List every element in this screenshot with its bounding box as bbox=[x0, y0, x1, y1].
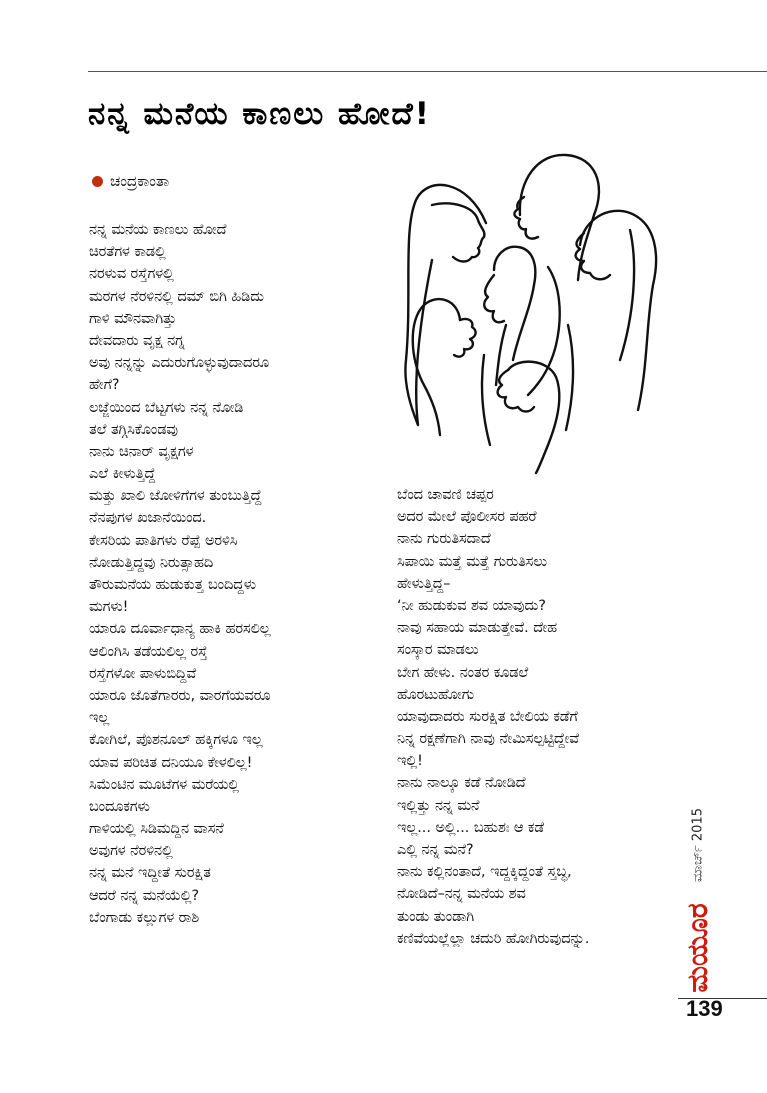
poem-line: ಹೊರಟುಹೋಗು bbox=[397, 686, 475, 703]
magazine-name: ಮಯೂರ bbox=[681, 903, 714, 993]
poem-line: ಹೇಗೆ? bbox=[89, 377, 120, 394]
poem-line: ಬೇಗ ಹೇಳು. ನಂತರ ಕೂಡಲೆ bbox=[397, 664, 529, 681]
poem-right-column bbox=[397, 484, 589, 950]
face-outline-6 bbox=[508, 362, 559, 473]
page-number: 139 bbox=[686, 996, 723, 1021]
poem-line: ನಾನು ಗುರುತಿಸದಾದೆ bbox=[397, 531, 491, 548]
face-outline-2 bbox=[520, 155, 599, 280]
face-outline-1 bbox=[405, 185, 486, 425]
poem-line: ಲಜ್ಜೆಯಿಂದ ಬೆಟ್ಟಗಳು ನನ್ನ ನೋಡಿ bbox=[89, 399, 244, 416]
poem-line: ತಲೆ ತಗ್ಗಿಸಿಕೊಂಡವು bbox=[89, 421, 178, 438]
poem-line: ಸಿಮೆಂಟಿನ ಮೂಟೆಗಳ ಮರೆಯಲ್ಲಿ bbox=[89, 776, 240, 793]
poem-line: ಎಲೆ ಕೀಳುತ್ತಿದ್ದೆ bbox=[89, 466, 156, 483]
face-profile-2 bbox=[514, 197, 538, 239]
poem-line: ಸಂಸ್ಕಾರ ಮಾಡಲು bbox=[397, 642, 479, 659]
poem-line: ನಿನ್ನ ರಕ್ಷಣೆಗಾಗಿ ನಾವು ನೇಮಿಸಲ್ಪಟ್ಟಿದ್ದೇವೆ bbox=[397, 731, 580, 748]
poem-line: ಯಾವುದಾದರು ಸುರಕ್ಷಿತ ಬೇಲಿಯ ಕಡೆಗೆ bbox=[397, 708, 578, 725]
poem-line: ಯಾರೂ ಜೊತೆಗಾರರು, ವಾರಗೆಯವರೂ bbox=[89, 687, 271, 704]
poem-line: ಆದರೆ ನನ್ನ ಮನೆಯೆಲ್ಲಿ? bbox=[89, 887, 200, 904]
poem-line: ಇಲ್ಲ... ಅಲ್ಲಿ... ಬಹುಶಃ ಆ ಕಡೆ bbox=[397, 819, 545, 836]
poem-line: ರಸ್ತೆಗಳೋ ಪಾಳುಬಿದ್ದಿವೆ bbox=[89, 665, 197, 682]
poem-line: ಅವುಗಳ ನೆರಳಿನಲ್ಲಿ bbox=[89, 843, 173, 860]
poem-line: ನಾನು ಚಿನಾರ್ ವೃಕ್ಷಗಳ bbox=[89, 443, 194, 460]
poem-line: ತೌರುಮನೆಯ ಹುಡುಕುತ್ತ ಬಂದಿದ್ದಳು bbox=[89, 577, 257, 593]
poem-line: ಕೋಗಿಲೆ, ಪೊಶನೂಲ್ ಹಕ್ಕಿಗಳೂ ಇಲ್ಲ bbox=[89, 732, 263, 749]
poem-line: ಎಲ್ಲಿ ನನ್ನ ಮನೆ? bbox=[397, 842, 474, 858]
poem-line: ಗಾಳಿಯಲ್ಲಿ ಸಿಡಿಮದ್ದಿನ ವಾಸನೆ bbox=[89, 821, 224, 838]
poem-line: ಮಗಳು! bbox=[89, 599, 129, 616]
face-profile-6 bbox=[498, 370, 534, 412]
poem-line: ಬೆಂದ ಚಾವಣಿ ಚಪ್ಪರ bbox=[397, 487, 494, 503]
poem-left-column bbox=[89, 219, 271, 929]
poem-line: ನನ್ನ ಮನೆ ಇದ್ದೀತೆ ಸುರಕ್ಷಿತ bbox=[89, 865, 211, 882]
poem-line: ನರಳುವ ರಸ್ತೆಗಳಲ್ಲಿ bbox=[89, 266, 174, 283]
poem-line: ಮರಗಳ ನೆರಳಿನಲ್ಲಿ ದಮ್ ಬಿಗಿ ಹಿಡಿದು bbox=[89, 288, 264, 305]
hair-strand-6 bbox=[482, 355, 490, 445]
face-outline-5 bbox=[413, 299, 460, 435]
author-name: ಚಂದ್ರಕಾಂತಾ bbox=[110, 172, 170, 190]
poem-line: ನೋಡಿದೆ–ನನ್ನ ಮನೆಯ ಶವ bbox=[397, 886, 526, 903]
poem-line: ನಾವು ಸಹಾಯ ಮಾಡುತ್ತೇವೆ. ದೇಹ bbox=[397, 620, 558, 637]
poem-line: ಆಲಿಂಗಿಸಿ ತಡೆಯಲಿಲ್ಲ ರಸ್ತೆ bbox=[89, 643, 208, 660]
face-outline-3 bbox=[580, 211, 656, 410]
poem-line: ನೆನಪುಗಳ ಖಜಾನೆಯಿಂದ. bbox=[89, 510, 207, 527]
poem-line: ಇಲ್ಲ bbox=[89, 710, 110, 727]
poem-line: ನನ್ನ ಮನೆಯ ಕಾಣಲು ಹೋದೆ bbox=[89, 222, 227, 238]
author-byline bbox=[92, 172, 169, 190]
face-profile-4 bbox=[484, 275, 504, 322]
poem-line: ಇಲ್ಲಿತ್ತು ನನ್ನ ಮನೆ bbox=[397, 797, 480, 814]
poem-line: ನಾನು ಕಲ್ಲಿನಂತಾದೆ, ಇದ್ದಕ್ಕಿದ್ದಂತೆ ಸ್ತಬ್ಧ, bbox=[397, 864, 572, 881]
poem-line: ಯಾರೂ ದೂರ್ವಾಧಾನ್ಯ ಹಾಕಿ ಹರಸಲಿಲ್ಲ bbox=[89, 621, 271, 638]
face-profile-5 bbox=[454, 319, 476, 357]
poem-line: ಸಿಪಾಯಿ ಮತ್ತೆ ಮತ್ತೆ ಗುರುತಿಸಲು bbox=[397, 553, 548, 570]
poem-line: ಅದರ ಮೇಲೆ ಪೊಲೀಸರ ಪಹರೆ bbox=[397, 509, 537, 526]
hair-strand-3 bbox=[620, 230, 634, 360]
faces-line-illustration bbox=[398, 145, 663, 475]
magazine-masthead bbox=[678, 793, 718, 993]
poem-line: ನಾನು ನಾಲ್ಕೂ ಕಡೆ ನೋಡಿದೆ bbox=[397, 775, 526, 792]
hair-strand-7 bbox=[566, 325, 573, 430]
poem-line: ಗಾಳಿ ಮೌನವಾಗಿತ್ತು bbox=[89, 310, 177, 327]
poem-line: ತುಂಡು ತುಂಡಾಗಿ bbox=[397, 908, 475, 925]
poem-line: ನೋಡುತ್ತಿದ್ದವು ನಿರುತ್ಸಾಹದಿ bbox=[89, 554, 214, 571]
poem-line: ಮತ್ತು ಖಾಲಿ ಜೋಳಿಗೆಗಳ ತುಂಬುತ್ತಿದ್ದೆ bbox=[89, 488, 262, 505]
poem-line: ಅವು ನನ್ನನ್ನು ಎದುರುಗೊಳ್ಳುವುದಾದರೂ bbox=[89, 355, 269, 372]
poem-line: ಕೇಸರಿಯ ಪಾತಿಗಳು ರೆಪ್ಪೆ ಅರಳಿಸಿ bbox=[89, 532, 238, 549]
poem-line: ಕಣಿವೆಯಲ್ಲೆಲ್ಲಾ ಚದುರಿ ಹೋಗಿರುವುದನ್ನು. bbox=[397, 930, 590, 947]
issue-date: ಮಾರ್ಚ್ 2015 bbox=[690, 808, 706, 882]
poem-line: ಹೇಳುತ್ತಿದ್ದ– bbox=[397, 575, 451, 592]
poem-line: ಚಿರತೆಗಳ ಕಾಡಲ್ಲಿ bbox=[89, 244, 166, 261]
face-outline-4 bbox=[494, 247, 535, 360]
top-rule bbox=[88, 71, 767, 72]
poem-line: ಇಲ್ಲಿ! bbox=[397, 753, 423, 770]
poem-line: ‘ನೀ ಹುಡುಕುವ ಶವ ಯಾವುದು? bbox=[397, 597, 546, 614]
poem-line: ಬೆಂಗಾಡು ಕಲ್ಲುಗಳ ರಾಶಿ bbox=[89, 909, 200, 926]
poem-line: ದೇವದಾರು ವೃಕ್ಷ ನಗ್ನ bbox=[89, 332, 185, 349]
face-profile-1 bbox=[432, 203, 484, 261]
article-title: ನನ್ನ ಮನೆಯ ಕಾಣಲು ಹೋದೆ! bbox=[88, 96, 431, 132]
poem-line: ಬಂದೂಕಗಳು bbox=[89, 798, 150, 815]
poem-line: ಯಾವ ಪರಿಚಿತ ದನಿಯೂ ಕೇಳಲಿಲ್ಲ! bbox=[89, 754, 253, 771]
bullet-dot-icon bbox=[92, 176, 103, 187]
